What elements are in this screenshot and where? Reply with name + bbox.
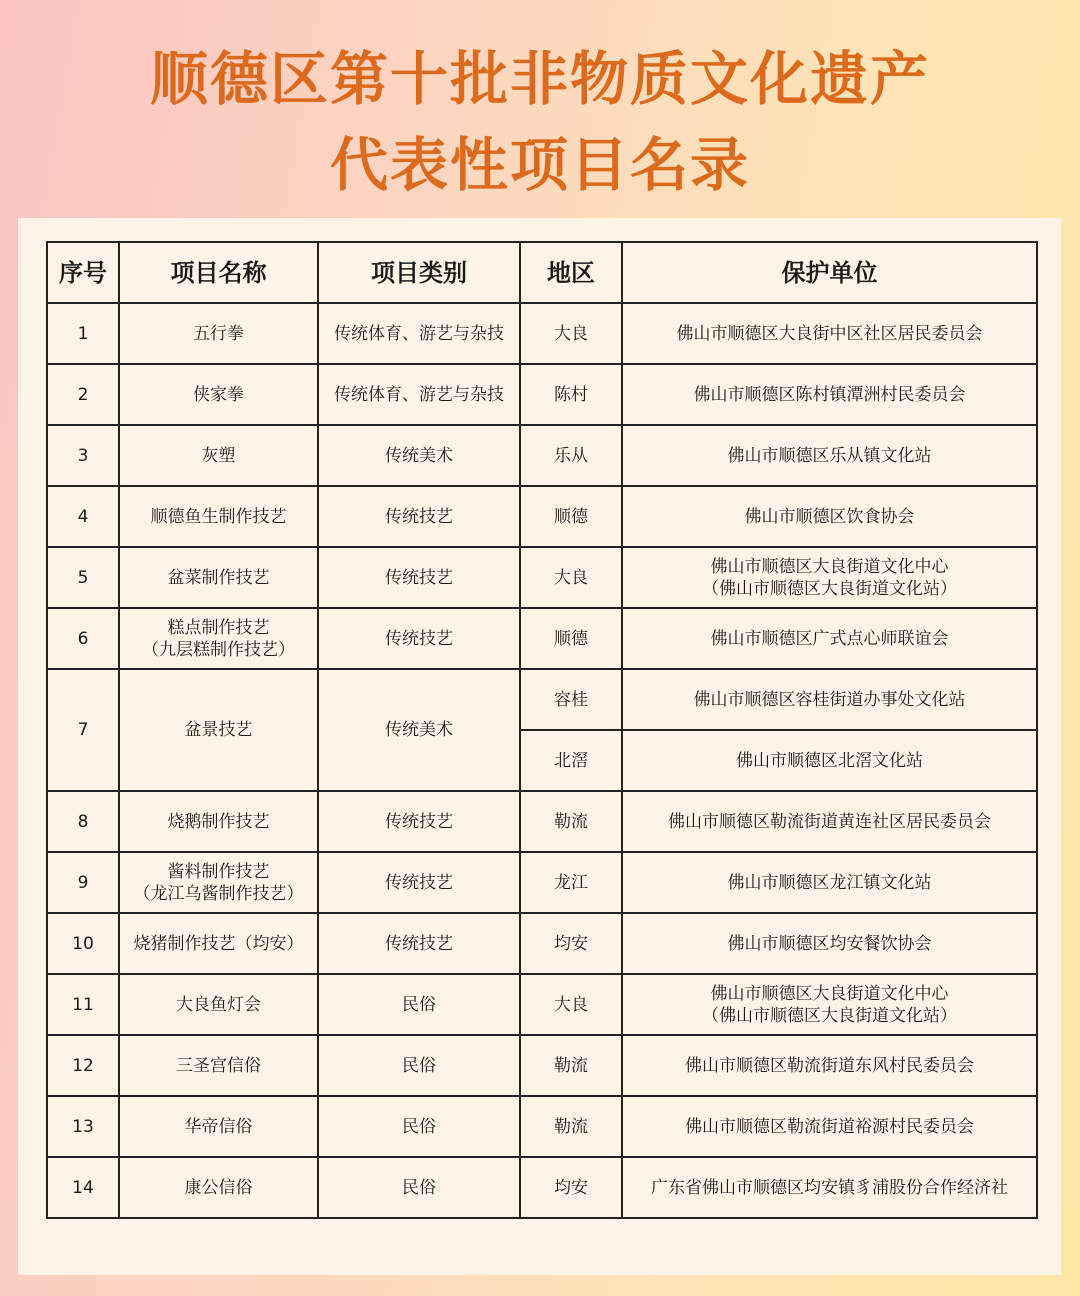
- cell-unit: 佛山市顺德区龙江镇文化站: [622, 852, 1037, 913]
- cell-unit: 佛山市顺德区饮食协会: [622, 486, 1037, 547]
- cell-name-line2: （九层糕制作技艺）: [142, 639, 295, 660]
- cell-region: 均安: [520, 1157, 622, 1218]
- cell-name: 三圣宫信俗: [119, 1035, 318, 1096]
- cell-no: 13: [47, 1096, 119, 1157]
- table-header-row: [47, 242, 1037, 303]
- cell-no: 10: [47, 913, 119, 974]
- cell-region: 陈村: [520, 364, 622, 425]
- cell-no: 6: [47, 608, 119, 669]
- table-row: [47, 913, 1037, 974]
- cell-region: 勒流: [520, 1035, 622, 1096]
- header-unit: 保护单位: [622, 242, 1037, 303]
- cell-category: 传统体育、游艺与杂技: [318, 303, 520, 364]
- header-region: 地区: [520, 242, 622, 303]
- cell-unit: 佛山市顺德区勒流街道东风村民委员会: [622, 1035, 1037, 1096]
- cell-region: 顺德: [520, 608, 622, 669]
- cell-category: 民俗: [318, 1157, 520, 1218]
- cell-unit: 佛山市顺德区陈村镇潭洲村民委员会: [622, 364, 1037, 425]
- cell-name: 五行拳: [119, 303, 318, 364]
- cell-region: 龙江: [520, 852, 622, 913]
- cell-name: 灰塑: [119, 425, 318, 486]
- cell-category: 传统体育、游艺与杂技: [318, 364, 520, 425]
- cell-unit: [622, 974, 1037, 1035]
- cell-name: 大良鱼灯会: [119, 974, 318, 1035]
- cell-no: 8: [47, 791, 119, 852]
- cell-no: 2: [47, 364, 119, 425]
- header-no: 序号: [47, 242, 119, 303]
- header-category: 项目类别: [318, 242, 520, 303]
- cell-name: 盆菜制作技艺: [119, 547, 318, 608]
- table-row: [47, 425, 1037, 486]
- cell-name: 烧猪制作技艺（均安）: [119, 913, 318, 974]
- cell-unit: 佛山市顺德区北滘文化站: [622, 730, 1037, 791]
- cell-no: 4: [47, 486, 119, 547]
- cell-name: 华帝信俗: [119, 1096, 318, 1157]
- table-row: [47, 303, 1037, 364]
- cell-name: 顺德鱼生制作技艺: [119, 486, 318, 547]
- cell-no: 9: [47, 852, 119, 913]
- cell-region: 乐从: [520, 425, 622, 486]
- table-row: [47, 1157, 1037, 1218]
- cell-region: 大良: [520, 303, 622, 364]
- table-row: [47, 1035, 1037, 1096]
- cell-category: 传统美术: [318, 425, 520, 486]
- cell-unit-line2: （佛山市顺德区大良街道文化站）: [702, 578, 957, 599]
- cell-unit: 广东省佛山市顺德区均安镇豸浦股份合作经济社: [622, 1157, 1037, 1218]
- cell-region: 容桂: [520, 669, 622, 730]
- header-name: 项目名称: [119, 242, 318, 303]
- cell-unit: 佛山市顺德区勒流街道裕源村民委员会: [622, 1096, 1037, 1157]
- table-row: [47, 1096, 1037, 1157]
- cell-region: 勒流: [520, 791, 622, 852]
- cell-name: [119, 608, 318, 669]
- cell-unit: 佛山市顺德区广式点心师联谊会: [622, 608, 1037, 669]
- cell-no: 11: [47, 974, 119, 1035]
- cell-unit: [622, 547, 1037, 608]
- cell-category: 民俗: [318, 1035, 520, 1096]
- cell-name: 侠家拳: [119, 364, 318, 425]
- cell-no: 1: [47, 303, 119, 364]
- cell-category: 传统技艺: [318, 486, 520, 547]
- cell-category: 传统技艺: [318, 852, 520, 913]
- table-row: [47, 608, 1037, 669]
- heritage-table: [46, 241, 1038, 1219]
- cell-no: 7: [47, 669, 119, 791]
- cell-category: 传统美术: [318, 669, 520, 791]
- table-row: [47, 669, 1037, 730]
- page-title-line2: 代表性项目名录: [329, 131, 750, 199]
- cell-region: 大良: [520, 547, 622, 608]
- cell-category: 传统技艺: [318, 913, 520, 974]
- cell-name: [119, 852, 318, 913]
- cell-unit: 佛山市顺德区乐从镇文化站: [622, 425, 1037, 486]
- table-row: [47, 364, 1037, 425]
- cell-name: 盆景技艺: [119, 669, 318, 791]
- page-title-line1: 顺德区第十批非物质文化遗产: [149, 45, 930, 113]
- cell-region: 大良: [520, 974, 622, 1035]
- cell-no: 3: [47, 425, 119, 486]
- cell-category: 传统技艺: [318, 547, 520, 608]
- cell-region: 勒流: [520, 1096, 622, 1157]
- cell-name-line1: 酱料制作技艺: [167, 861, 270, 882]
- cell-unit: 佛山市顺德区大良街中区社区居民委员会: [622, 303, 1037, 364]
- cell-region: 北滘: [520, 730, 622, 791]
- cell-unit: 佛山市顺德区均安餐饮协会: [622, 913, 1037, 974]
- cell-name: 康公信俗: [119, 1157, 318, 1218]
- table-row: [47, 547, 1037, 608]
- cell-unit-line1: 佛山市顺德区大良街道文化中心: [710, 556, 949, 577]
- cell-unit-line1: 佛山市顺德区大良街道文化中心: [710, 983, 949, 1004]
- cell-unit: 佛山市顺德区勒流街道黄连社区居民委员会: [622, 791, 1037, 852]
- cell-category: 民俗: [318, 1096, 520, 1157]
- table-row: [47, 791, 1037, 852]
- table-row: [47, 852, 1037, 913]
- cell-region: 均安: [520, 913, 622, 974]
- cell-unit: 佛山市顺德区容桂街道办事处文化站: [622, 669, 1037, 730]
- cell-name: 烧鹅制作技艺: [119, 791, 318, 852]
- cell-unit-line2: （佛山市顺德区大良街道文化站）: [702, 1005, 957, 1026]
- table-row: [47, 974, 1037, 1035]
- cell-region: 顺德: [520, 486, 622, 547]
- cell-category: 传统技艺: [318, 608, 520, 669]
- cell-no: 5: [47, 547, 119, 608]
- table-row: [47, 486, 1037, 547]
- cell-category: 传统技艺: [318, 791, 520, 852]
- cell-name-line2: （龙江乌酱制作技艺）: [133, 883, 304, 904]
- cell-no: 12: [47, 1035, 119, 1096]
- cell-no: 14: [47, 1157, 119, 1218]
- cell-category: 民俗: [318, 974, 520, 1035]
- cell-name-line1: 糕点制作技艺: [167, 617, 270, 638]
